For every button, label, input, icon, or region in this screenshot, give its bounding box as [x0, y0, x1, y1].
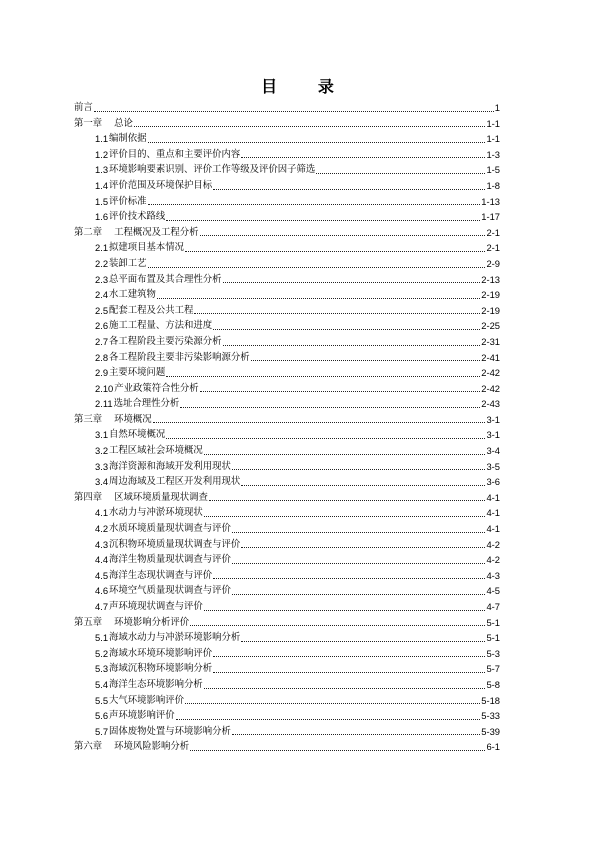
toc-page-number: 2-13: [481, 273, 500, 285]
toc-entry-title: 区域环境质量现状调查: [114, 491, 208, 503]
toc-entry-number: 1.5: [95, 195, 109, 207]
toc-entry-title: 水工建筑物: [109, 289, 156, 301]
toc-page-number: 2-42: [481, 382, 500, 394]
toc-dot-leader: [204, 609, 486, 611]
toc-dot-leader: [213, 577, 485, 579]
toc-dot-leader: [241, 484, 485, 486]
toc-dot-leader: [213, 188, 485, 190]
toc-page-number: 2-25: [481, 320, 500, 332]
toc-section-entry: [74, 474, 500, 490]
toc-entry-number: 4.5: [95, 569, 109, 581]
toc-section-entry: [74, 318, 500, 334]
toc-entry-number: 1.3: [95, 164, 109, 176]
toc-entry-number: 1.4: [95, 179, 109, 191]
toc-section-entry: [74, 708, 500, 724]
toc-entry-number: 3.4: [95, 476, 109, 488]
toc-section-entry: [74, 381, 500, 397]
toc-section-entry: [74, 396, 500, 412]
toc-entry-number: 4.4: [95, 554, 109, 566]
toc-entry-title: 配套工程及公共工程: [109, 304, 194, 316]
toc-entry-title: 海洋资源和海域开发利用现状: [109, 460, 231, 472]
toc-page-number: 4-3: [486, 569, 500, 581]
toc-entry-title: 海域沉积物环境影响分析: [109, 663, 213, 675]
toc-entry-title: 总平面布置及其合理性分析: [109, 273, 222, 285]
toc-page-number: 4-1: [486, 507, 500, 519]
toc-entry-number: 第二章: [74, 226, 103, 238]
toc-page-number: 3-6: [486, 476, 500, 488]
toc-section-entry: [74, 568, 500, 584]
toc-entry-title: 环境影响要素识别、评价工作等级及评价因子筛选: [109, 164, 316, 176]
toc-dot-leader: [148, 266, 486, 268]
page-title: 目 录: [261, 77, 352, 96]
toc-page-number: 1-5: [486, 164, 500, 176]
toc-section-entry: [74, 240, 500, 256]
toc-section-entry: [74, 521, 500, 537]
toc-entry-title: 声环境影响评价: [109, 710, 175, 722]
toc-entry-number: 4.6: [95, 585, 109, 597]
toc-entry-title: 环境影响分析评价: [114, 616, 190, 628]
toc-dot-leader: [166, 375, 480, 377]
toc-dot-leader: [134, 125, 486, 127]
toc-entry-title: 前言: [74, 102, 93, 113]
toc-section-entry: [74, 209, 500, 225]
toc-entry-number: 2.8: [95, 351, 109, 363]
toc-entry-number: 第六章: [74, 741, 103, 753]
toc-dot-leader: [241, 156, 485, 158]
toc-entry-title: 选址合理性分析: [113, 398, 180, 410]
toc-section-entry: [74, 350, 500, 366]
toc-section-entry: [74, 443, 500, 459]
toc-entry-number: 3.2: [95, 445, 109, 457]
toc-page-number: 5-33: [481, 710, 500, 722]
toc-page-number: 2-1: [486, 242, 500, 254]
toc-entry-number: 4.2: [95, 523, 109, 535]
toc-entry-number: 5.4: [95, 678, 109, 690]
toc-entry-number: 第一章: [74, 117, 103, 129]
toc-page-number: 4-1: [486, 523, 500, 535]
toc-page-number: 4-1: [486, 491, 500, 503]
toc-section-entry: [74, 365, 500, 381]
toc-section-entry: [74, 287, 500, 303]
toc-chapter-entry: [74, 225, 500, 241]
toc-entry-title: 总论: [114, 117, 133, 129]
toc-entry-title: 产业政策符合性分析: [114, 382, 199, 394]
toc-dot-leader: [316, 172, 485, 174]
toc-section-entry: [74, 583, 500, 599]
toc-page-number: 4-2: [486, 554, 500, 566]
toc-dot-leader: [148, 141, 486, 143]
toc-page-number: 3-5: [486, 460, 500, 472]
toc-entry-title: 主要环境问题: [109, 367, 166, 379]
toc-entry-number: 1.6: [95, 211, 109, 223]
toc-page-number: 1-1: [486, 117, 500, 129]
toc-section-entry: [74, 630, 500, 646]
toc-entry-number: 第五章: [74, 616, 103, 628]
toc-dot-leader: [190, 624, 485, 626]
toc-page-number: 3-4: [486, 445, 500, 457]
toc-entry-title: 装卸工艺: [109, 257, 147, 269]
toc-dot-leader: [251, 359, 481, 361]
toc-dot-leader: [180, 406, 480, 408]
toc-entry-title: 环境概况: [114, 413, 152, 425]
toc-entry-title: 拟建项目基本情况: [109, 242, 185, 254]
toc-page-number: 5-1: [486, 616, 500, 628]
toc-entry-number: 2.5: [95, 304, 109, 316]
toc-page-number: 3-1: [486, 429, 500, 441]
toc-page-number: 1-3: [486, 148, 500, 160]
toc-entry-title: 环境风险影响分析: [114, 741, 190, 753]
toc-entry-number: 2.2: [95, 257, 109, 269]
toc-chapter-entry: [74, 615, 500, 631]
toc-dot-leader: [157, 297, 480, 299]
toc-dot-leader: [209, 499, 486, 501]
toc-dot-leader: [241, 640, 485, 642]
toc-section-entry: [74, 552, 500, 568]
toc-dot-leader: [232, 562, 486, 564]
toc-dot-leader: [190, 749, 485, 751]
toc-entry-number: 2.9: [95, 367, 109, 379]
toc-dot-leader: [204, 453, 486, 455]
toc-entry-title: 编制依据: [109, 133, 147, 145]
toc-dot-leader: [232, 468, 486, 470]
toc-entry-title: 大气环境影响评价: [109, 694, 185, 706]
toc-entry-number: 2.11: [95, 398, 113, 410]
toc-entry-title: 工程区域社会环境概况: [109, 445, 203, 457]
toc-dot-leader: [213, 328, 480, 330]
toc-page-number: 5-8: [486, 678, 500, 690]
toc-entry-title: 水动力与冲淤环境现状: [109, 507, 203, 519]
toc-page-number: 4-7: [486, 601, 500, 612]
toc-page-number: 3-1: [486, 413, 500, 425]
toc-chapter-entry: [74, 116, 500, 132]
toc-section-entry: [74, 427, 500, 443]
toc-entry-title: 环境空气质量现状调查与评价: [109, 585, 231, 597]
toc-entry-title: 评价技术路线: [109, 211, 166, 223]
toc-entry-title: 评价范围及环境保护目标: [109, 179, 213, 191]
toc-entry-number: 3.3: [95, 460, 109, 472]
toc-entry-number: 2.3: [95, 273, 109, 285]
toc-entry-title: 各工程阶段主要污染源分析: [109, 335, 222, 347]
toc-entry-number: 5.5: [95, 694, 109, 706]
toc-section-entry: [74, 661, 500, 677]
toc-page-number: 1-8: [486, 179, 500, 191]
toc-section-entry: [74, 162, 500, 178]
table-of-contents: [74, 100, 500, 755]
toc-section-entry: [74, 147, 500, 163]
toc-section-entry: [74, 194, 500, 210]
toc-section-entry: [74, 131, 500, 147]
toc-entry-title: 各工程阶段主要非污染影响源分析: [109, 351, 250, 363]
toc-entry-title: 海域水环境环境影响评价: [109, 647, 213, 659]
toc-entry-title: 评价目的、重点和主要评价内容: [109, 148, 241, 160]
toc-section-entry: [74, 677, 500, 693]
toc-entry-title: 评价标准: [109, 195, 147, 207]
toc-dot-leader: [176, 718, 481, 720]
toc-section-entry: [74, 272, 500, 288]
toc-page-number: 2-19: [481, 289, 500, 301]
toc-entry-title: 沉积物环境质量现状调查与评价: [109, 538, 241, 550]
toc-section-entry: [74, 303, 500, 319]
toc-page-number: 5-1: [486, 632, 500, 644]
toc-page-number: 2-31: [481, 335, 500, 347]
toc-entry-number: 2.4: [95, 289, 109, 301]
toc-section-entry: [74, 693, 500, 709]
toc-entry-title: 工程概况及工程分析: [114, 226, 199, 238]
toc-dot-leader: [232, 531, 486, 533]
toc-entry-number: 5.1: [95, 632, 109, 644]
toc-dot-leader: [232, 593, 486, 595]
toc-entry-title: 水质环境质量现状调查与评价: [109, 523, 231, 535]
toc-page-number: 2-41: [481, 351, 500, 363]
toc-page-number: 5-39: [481, 725, 500, 737]
toc-page-number: 5-3: [486, 647, 500, 659]
toc-section-entry: [74, 599, 500, 615]
toc-section-entry: [74, 505, 500, 521]
toc-entry-title: 自然环境概况: [109, 429, 166, 441]
toc-entry-number: 5.2: [95, 647, 109, 659]
toc-page-number: 1-13: [481, 195, 500, 207]
toc-entry-title: 海洋生态现状调查与评价: [109, 569, 213, 581]
toc-section-entry: [74, 256, 500, 272]
toc-page-number: 4-2: [486, 538, 500, 550]
toc-dot-leader: [166, 219, 480, 221]
toc-page-number: 1-1: [486, 133, 500, 145]
toc-dot-leader: [213, 655, 485, 657]
toc-entry-title: 海洋生态环境影响分析: [109, 678, 203, 690]
toc-section-entry: [74, 178, 500, 194]
toc-section-entry: [74, 537, 500, 553]
toc-page-number: 2-43: [481, 398, 500, 410]
toc-dot-leader: [223, 344, 481, 346]
toc-section-entry: [74, 724, 500, 740]
toc-dot-leader: [185, 702, 480, 704]
toc-section-entry: [74, 334, 500, 350]
toc-entry-number: 3.1: [95, 429, 109, 441]
toc-entry-number: 5.7: [95, 725, 109, 737]
toc-chapter-entry: [74, 739, 500, 755]
toc-dot-leader: [204, 687, 486, 689]
toc-entry-number: 2.6: [95, 320, 109, 332]
toc-entry-number: 第四章: [74, 491, 103, 503]
toc-entry-number: 4.3: [95, 538, 109, 550]
toc-entry-number: 4.7: [95, 601, 109, 612]
toc-entry-title: 施工工程量、方法和进度: [109, 320, 213, 332]
toc-page-number: 1-17: [481, 211, 500, 223]
toc-page-number: 2-19: [481, 304, 500, 316]
toc-entry-number: 第三章: [74, 413, 103, 425]
toc-page-number: 2-1: [486, 226, 500, 238]
toc-dot-leader: [148, 203, 481, 205]
toc-page-number: 1: [494, 102, 500, 113]
toc-entry-number: 1.1: [95, 133, 109, 145]
toc-entry-title: 固体废物处置与环境影响分析: [109, 725, 231, 737]
toc-entry-number: 2.7: [95, 335, 109, 347]
toc-section-entry: [74, 459, 500, 475]
toc-dot-leader: [213, 671, 485, 673]
toc-entry-number: 5.6: [95, 710, 109, 722]
toc-dot-leader: [185, 250, 485, 252]
toc-chapter-entry: [74, 100, 500, 116]
toc-page-number: 4-5: [486, 585, 500, 597]
toc-entry-title: 周边海域及工程区开发利用现状: [109, 476, 241, 488]
toc-page-number: 2-42: [481, 367, 500, 379]
toc-dot-leader: [200, 234, 486, 236]
toc-page-number: 2-9: [486, 257, 500, 269]
toc-section-entry: [74, 646, 500, 662]
toc-dot-leader: [200, 390, 481, 392]
toc-page-number: 5-18: [481, 694, 500, 706]
toc-chapter-entry: [74, 412, 500, 428]
toc-entry-title: 海洋生物质量现状调查与评价: [109, 554, 231, 566]
toc-page-number: 5-7: [486, 663, 500, 675]
toc-entry-number: 4.1: [95, 507, 109, 519]
toc-entry-title: 海域水动力与冲淤环境影响分析: [109, 632, 241, 644]
toc-dot-leader: [241, 546, 485, 548]
toc-entry-title: 声环境现状调查与评价: [109, 601, 203, 612]
toc-dot-leader: [166, 437, 485, 439]
toc-dot-leader: [204, 515, 486, 517]
toc-dot-leader: [194, 312, 480, 314]
toc-chapter-entry: [74, 490, 500, 506]
toc-dot-leader: [232, 733, 480, 735]
toc-entry-number: 2.10: [95, 382, 114, 394]
toc-entry-number: 5.3: [95, 663, 109, 675]
toc-page-number: 6-1: [486, 741, 500, 753]
toc-entry-number: 2.1: [95, 242, 109, 254]
toc-entry-number: 1.2: [95, 148, 109, 160]
toc-dot-leader: [94, 110, 494, 112]
toc-dot-leader: [153, 421, 486, 423]
toc-dot-leader: [223, 281, 481, 283]
